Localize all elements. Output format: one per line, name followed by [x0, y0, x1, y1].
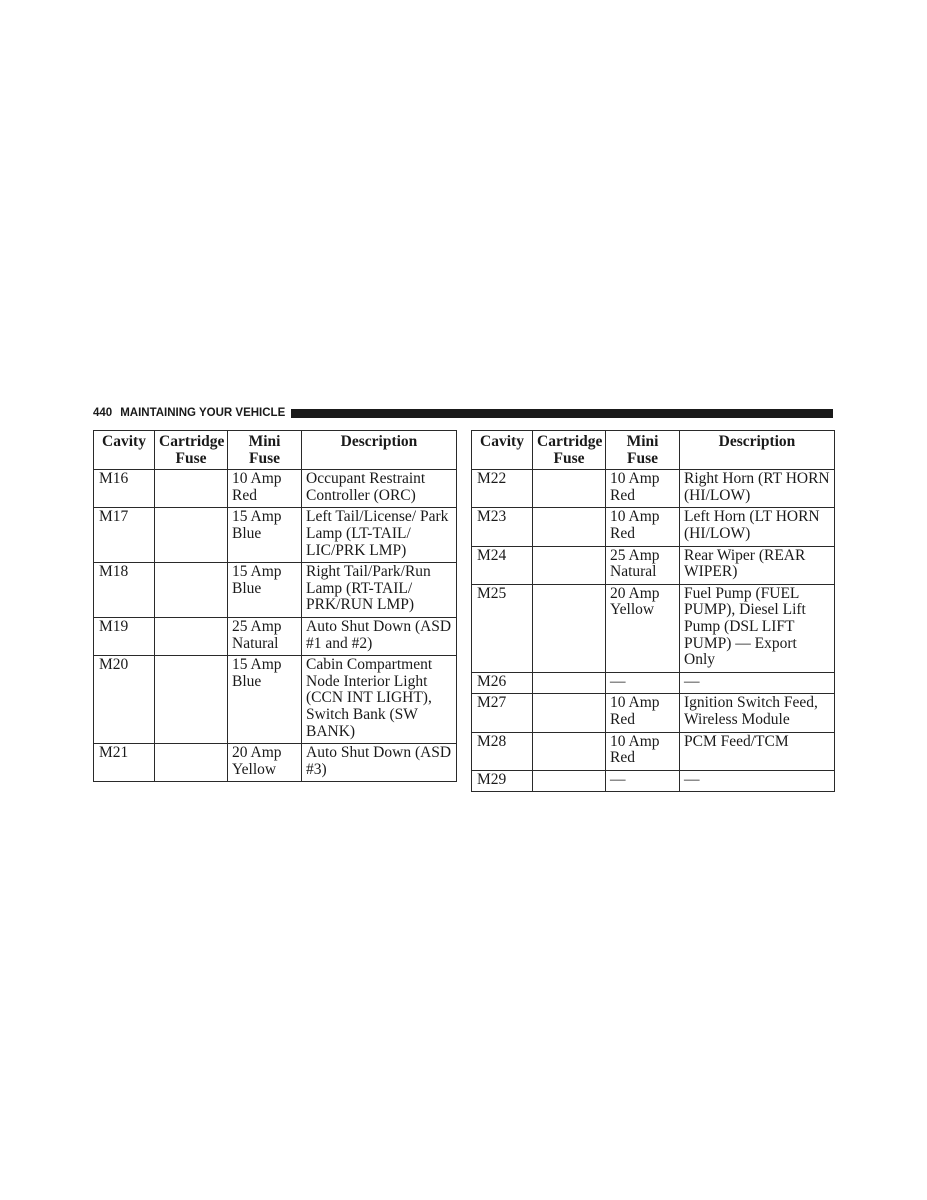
description-cell: Fuel Pump (FUEL PUMP), Diesel Lift Pump (DSL LIFT PUMP) — Export Only	[680, 584, 835, 672]
cartridge-cell	[533, 508, 606, 546]
cartridge-cell	[155, 470, 228, 508]
col-header-cavity: Cavity	[94, 431, 155, 470]
mini-fuse-cell: 25 Amp Natural	[606, 546, 680, 584]
description-cell: Right Horn (RT HORN (HI/LOW)	[680, 470, 835, 508]
description-cell: Auto Shut Down (ASD #3)	[302, 744, 457, 782]
cartridge-cell	[155, 617, 228, 655]
fuse-table-left	[93, 430, 457, 782]
description-cell: Left Horn (LT HORN (HI/LOW)	[680, 508, 835, 546]
description-cell: Left Tail/License/ Park Lamp (LT-TAIL/ LIC/PRK LMP)	[302, 508, 457, 563]
table-header-row	[472, 431, 835, 470]
page-number: 440	[93, 407, 113, 419]
cartridge-cell	[533, 546, 606, 584]
col-header-cartridge-fuse: Cartridge Fuse	[533, 431, 606, 470]
description-cell: —	[680, 770, 835, 792]
section-title: MAINTAINING YOUR VEHICLE	[120, 407, 286, 419]
fuse-table-right	[471, 430, 835, 792]
table-row	[472, 584, 835, 672]
cartridge-cell	[533, 470, 606, 508]
mini-fuse-cell: 15 Amp Blue	[228, 563, 302, 618]
mini-fuse-cell: 10 Amp Red	[606, 470, 680, 508]
table-header-row	[94, 431, 457, 470]
col-header-description: Description	[680, 431, 835, 470]
description-cell: Rear Wiper (REAR WIPER)	[680, 546, 835, 584]
cartridge-cell	[533, 770, 606, 792]
cavity-cell: M22	[472, 470, 533, 508]
cartridge-cell	[533, 584, 606, 672]
cavity-cell: M18	[94, 563, 155, 618]
cartridge-cell	[155, 563, 228, 618]
header-rule	[291, 409, 833, 418]
table-row	[472, 672, 835, 694]
col-header-description: Description	[302, 431, 457, 470]
cartridge-cell	[155, 508, 228, 563]
col-header-cartridge-fuse: Cartridge Fuse	[155, 431, 228, 470]
col-header-mini-fuse: Mini Fuse	[228, 431, 302, 470]
mini-fuse-cell: 15 Amp Blue	[228, 508, 302, 563]
cavity-cell: M19	[94, 617, 155, 655]
mini-fuse-cell: 10 Amp Red	[606, 508, 680, 546]
cavity-cell: M28	[472, 732, 533, 770]
page-header	[93, 405, 833, 421]
table-row	[94, 563, 457, 618]
cavity-cell: M17	[94, 508, 155, 563]
table-row	[94, 617, 457, 655]
description-cell: Ignition Switch Feed, Wireless Module	[680, 694, 835, 732]
cartridge-cell	[155, 656, 228, 744]
table-row	[94, 508, 457, 563]
description-cell: Right Tail/Park/Run Lamp (RT-TAIL/ PRK/RUN LMP)	[302, 563, 457, 618]
mini-fuse-cell: 20 Amp Yellow	[228, 744, 302, 782]
cartridge-cell	[533, 732, 606, 770]
cavity-cell: M29	[472, 770, 533, 792]
cavity-cell: M27	[472, 694, 533, 732]
mini-fuse-cell: 25 Amp Natural	[228, 617, 302, 655]
description-cell: Occupant Restraint Controller (ORC)	[302, 470, 457, 508]
description-cell: Auto Shut Down (ASD #1 and #2)	[302, 617, 457, 655]
description-cell: PCM Feed/TCM	[680, 732, 835, 770]
mini-fuse-cell: 15 Amp Blue	[228, 656, 302, 744]
table-row	[472, 732, 835, 770]
cavity-cell: M26	[472, 672, 533, 694]
cartridge-cell	[533, 672, 606, 694]
mini-fuse-cell: —	[606, 672, 680, 694]
table-row	[94, 744, 457, 782]
table-row	[472, 470, 835, 508]
description-cell: Cabin Compartment Node Interior Light (CCN INT LIGHT), Switch Bank (SW BANK)	[302, 656, 457, 744]
col-header-cavity: Cavity	[472, 431, 533, 470]
cartridge-cell	[155, 744, 228, 782]
table-row	[472, 694, 835, 732]
col-header-mini-fuse: Mini Fuse	[606, 431, 680, 470]
table-row	[472, 770, 835, 792]
cavity-cell: M16	[94, 470, 155, 508]
cavity-cell: M20	[94, 656, 155, 744]
table-row	[472, 546, 835, 584]
mini-fuse-cell: —	[606, 770, 680, 792]
cavity-cell: M25	[472, 584, 533, 672]
mini-fuse-cell: 10 Amp Red	[606, 694, 680, 732]
cavity-cell: M24	[472, 546, 533, 584]
mini-fuse-cell: 10 Amp Red	[228, 470, 302, 508]
table-row	[94, 656, 457, 744]
cavity-cell: M23	[472, 508, 533, 546]
table-row	[472, 508, 835, 546]
cartridge-cell	[533, 694, 606, 732]
table-row	[94, 470, 457, 508]
mini-fuse-cell: 20 Amp Yellow	[606, 584, 680, 672]
description-cell: —	[680, 672, 835, 694]
cavity-cell: M21	[94, 744, 155, 782]
mini-fuse-cell: 10 Amp Red	[606, 732, 680, 770]
